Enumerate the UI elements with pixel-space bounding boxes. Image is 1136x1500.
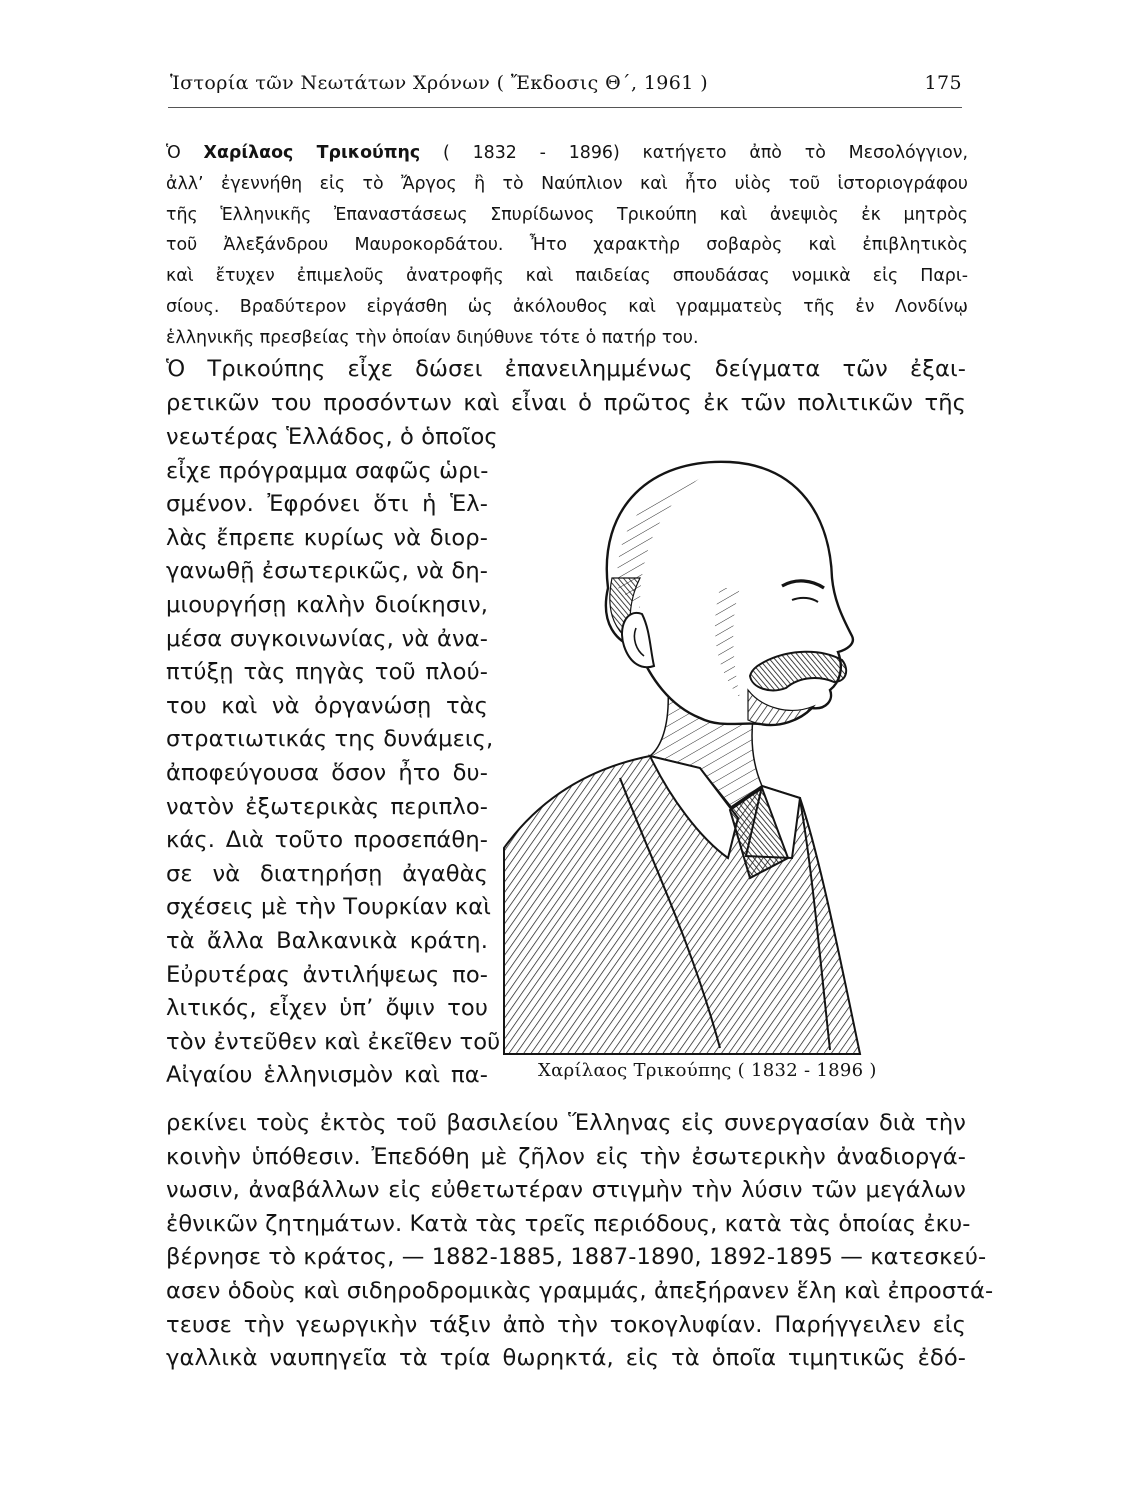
body-line: σχέσεις μὲ τὴν Τουρκίαν καὶ xyxy=(166,894,491,921)
body-line: Ὁ Τρικούπης εἶχε δώσει ἐπανειλημμένως δείγματα τῶν ἐξαι- xyxy=(166,356,966,382)
running-title: Ἱστορία τῶν Νεωτάτων Χρόνων ( Ἔκδοσις Θ΄, 1961 ) xyxy=(170,72,709,94)
body-line: νωσιν, ἀναβάλλων εἰς εὐθετωτέραν στιγμὴν τὴν λύσιν τῶν μεγάλων xyxy=(166,1177,966,1204)
intro-line: Ὁ Χαρίλαος Τρικούπης ( 1832 - 1896) κατήγετο ἀπὸ τὸ Μεσολόγγιον, xyxy=(166,143,968,163)
body-line: ἀποφεύγουσα ὅσον ἦτο δυ- xyxy=(166,759,488,786)
figure-caption: Χαρίλαος Τρικούπης ( 1832 - 1896 ) xyxy=(538,1060,877,1081)
body-line: σε νὰ διατηρήσῃ ἀγαθὰς xyxy=(166,860,488,887)
intro-line: καὶ ἔτυχεν ἐπιμελοῦς ἀνατροφῆς καὶ παιδείας σπουδάσας νομικὰ εἰς Παρι- xyxy=(166,266,968,287)
body-line: ασεν ὁδοὺς καὶ σιδηροδρομικὰς γραμμάς, ἀπεξήρανεν ἕλη καὶ ἐπροστά- xyxy=(166,1277,994,1304)
page-number: 175 xyxy=(924,72,962,94)
intro-article: Ὁ xyxy=(166,143,181,163)
intro-line: τοῦ Ἀλεξάνδρου Μαυροκορδάτου. Ἦτο χαρακτὴρ σοβαρὸς καὶ ἐπιβλητικὸς xyxy=(166,235,968,256)
body-line: στρατιωτικάς της δυνάμεις, xyxy=(166,726,494,753)
intro-line: ἀλλ’ ἐγεννήθη εἰς τὸ Ἄργος ἢ τὸ Ναύπλιον καὶ ἦτο υἱὸς τοῦ ἱστοριογράφου xyxy=(166,173,968,194)
body-text-column xyxy=(166,421,501,1093)
body-line: εἶχε πρόγραμμα σαφῶς ὡρι- xyxy=(166,457,489,484)
body-line: γανωθῇ ἐσωτερικῶς, νὰ δη- xyxy=(166,558,488,585)
body-line: κοινὴν ὑπόθεσιν. Ἐπεδόθη μὲ ζῆλον εἰς τὴν ἐσωτερικὴν ἀναδιοργά- xyxy=(166,1143,966,1170)
body-text-top xyxy=(166,353,966,420)
body-line: μιουργήσῃ καλὴν διοίκησιν, xyxy=(166,591,488,618)
running-head xyxy=(170,72,962,94)
body-line: κάς. Διὰ τοῦτο προσεπάθη- xyxy=(166,827,488,854)
body-line: γαλλικὰ ναυπηγεῖα τὰ τρία θωρηκτά, εἰς τὰ ὁποῖα τιμητικῶς ἐδό- xyxy=(166,1345,966,1372)
portrait-illustration xyxy=(500,438,892,1056)
body-line: ρεκίνει τοὺς ἐκτὸς τοῦ βασιλείου Ἕλληνας εἰς συνεργασίαν διὰ τὴν xyxy=(166,1110,966,1136)
body-line: τὸν ἐντεῦθεν καὶ ἐκεῖθεν τοῦ xyxy=(166,1028,501,1055)
body-text-bottom xyxy=(166,1107,994,1376)
intro-line: ἑλληνικῆς πρεσβείας τὴν ὁποίαν διηύθυνε τότε ὁ πατήρ του. xyxy=(166,327,699,348)
body-line: Αἰγαίου ἑλληνισμὸν καὶ πα- xyxy=(166,1062,488,1089)
body-line: νεωτέρας Ἑλλάδος, ὁ ὁποῖος xyxy=(166,424,498,450)
body-line: ρετικῶν του προσόντων καὶ εἶναι ὁ πρῶτος ἐκ τῶν πολιτικῶν τῆς xyxy=(166,389,966,416)
body-line: τὰ ἄλλα Βαλκανικὰ κράτη. xyxy=(166,927,488,954)
body-line: τευσε τὴν γεωργικὴν τάξιν ἀπὸ τὴν τοκογλυφίαν. Παρήγγειλεν εἰς xyxy=(166,1311,966,1338)
body-line: νατὸν ἐξωτερικὰς περιπλο- xyxy=(166,793,488,820)
body-line: λιτικός, εἶχεν ὑπ’ ὄψιν του xyxy=(166,995,488,1022)
body-line: βέρνησε τὸ κράτος, — 1882-1885, 1887-1890, 1892-1895 — κατεσκεύ- xyxy=(166,1244,987,1271)
intro-paragraph xyxy=(166,138,968,354)
body-line: λὰς ἔπρεπε κυρίως νὰ διορ- xyxy=(166,524,488,551)
header-rule xyxy=(168,107,962,108)
body-line: ἐθνικῶν ζητημάτων. Κατὰ τὰς τρεῖς περιόδους, κατὰ τὰς ὁποίας ἐκυ- xyxy=(166,1210,971,1237)
body-line: του καὶ νὰ ὀργανώσῃ τὰς xyxy=(166,692,488,719)
portrait-engraving xyxy=(500,438,892,1056)
body-line: Εὐρυτέρας ἀντιλήψεως πο- xyxy=(166,961,488,988)
body-line: μέσα συγκοινωνίας, νὰ ἀνα- xyxy=(166,625,488,652)
body-line: πτύξῃ τὰς πηγὰς τοῦ πλού- xyxy=(166,659,488,686)
intro-line: σίους. Βραδύτερον εἰργάσθη ὡς ἀκόλουθος καὶ γραμματεὺς τῆς ἐν Λονδίνῳ xyxy=(166,296,968,317)
intro-line: τῆς Ἑλληνικῆς Ἐπαναστάσεως Σπυρίδωνος Τρικούπη καὶ ἀνεψιὸς ἐκ μητρὸς xyxy=(166,204,968,225)
body-line: σμένον. Ἐφρόνει ὅτι ἡ Ἑλ- xyxy=(166,491,488,518)
intro-name: Χαρίλαος Τρικούπης xyxy=(203,143,421,163)
